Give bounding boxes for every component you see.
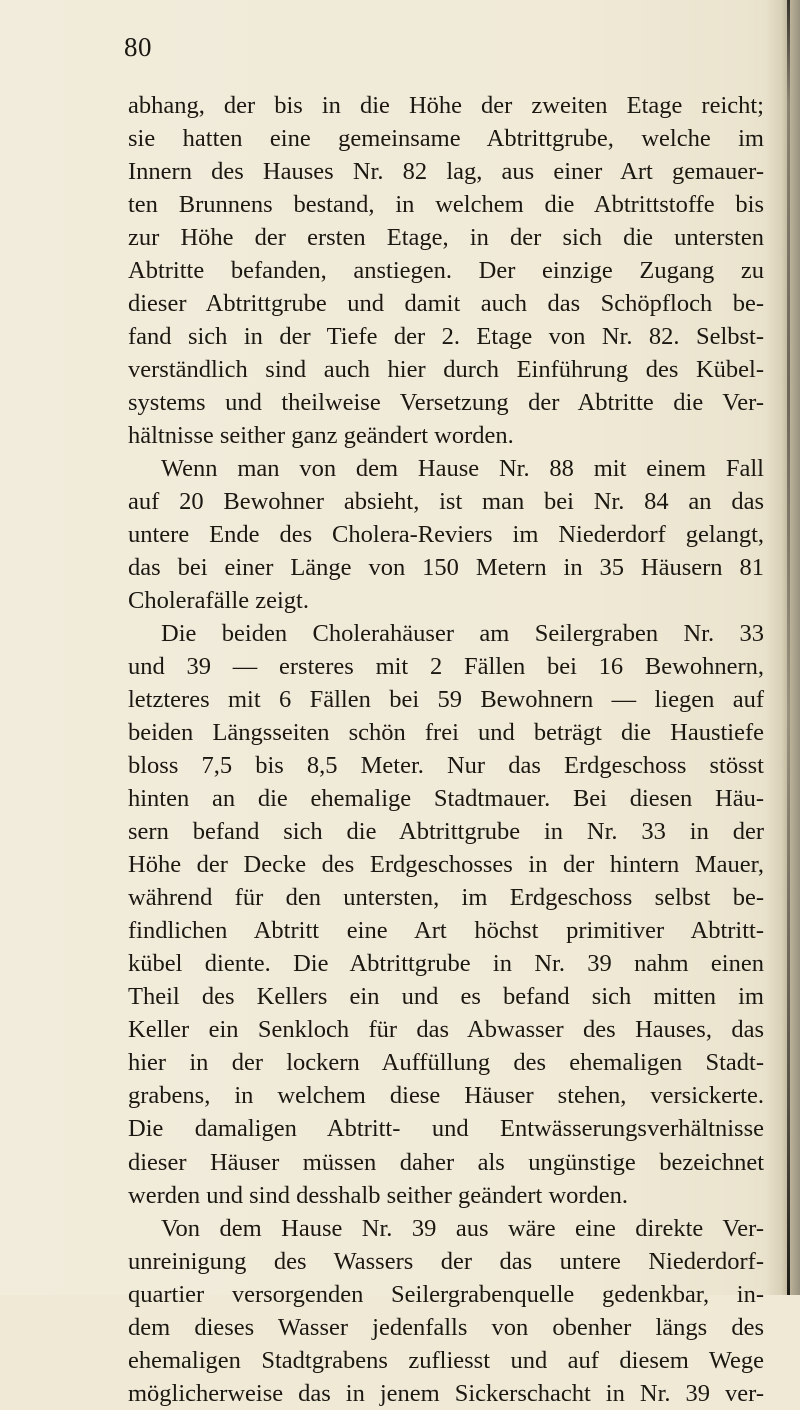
text-line: ehemaligen Stadtgrabens zufliesst und auf diesem Wege xyxy=(128,1346,764,1374)
text-line: bloss 7,5 bis 8,5 Meter. Nur das Erdgeschoss stösst xyxy=(128,752,764,780)
page-binding-edge xyxy=(766,0,800,1295)
text-line: Innern des Hauses Nr. 82 lag, aus einer Art gemauer- xyxy=(128,158,764,186)
page-number: 80 xyxy=(124,32,152,62)
text-line: und 39 — ersteres mit 2 Fällen bei 16 Bewohnern, xyxy=(128,653,764,681)
text-line: hinten an die ehemalige Stadtmauer. Bei diesen Häu- xyxy=(128,785,764,813)
text-line: dem dieses Wasser jedenfalls von obenher längs des xyxy=(128,1313,764,1341)
text-line: Keller ein Senkloch für das Abwasser des Hauses, das xyxy=(128,1016,764,1044)
text-line: Cholerafälle zeigt. xyxy=(128,587,309,615)
text-line: Die damaligen Abtritt- und Entwässerungsverhältnisse xyxy=(128,1115,764,1143)
text-line: letzteres mit 6 Fällen bei 59 Bewohnern — liegen auf xyxy=(128,686,764,714)
text-line: grabens, in welchem diese Häuser stehen, versickerte. xyxy=(128,1082,764,1110)
text-line: quartier versorgenden Seilergrabenquelle gedenkbar, in- xyxy=(128,1280,764,1308)
text-line: während für den untersten, im Erdgeschoss selbst be- xyxy=(128,884,764,912)
text-line: zur Höhe der ersten Etage, in der sich die untersten xyxy=(128,224,764,252)
text-line: Theil des Kellers ein und es befand sich mitten im xyxy=(128,983,764,1011)
text-line: fand sich in der Tiefe der 2. Etage von Nr. 82. Selbst- xyxy=(128,323,764,351)
text-line: dieser Abtrittgrube und damit auch das Schöpfloch be- xyxy=(128,290,764,318)
text-line: ten Brunnens bestand, in welchem die Abtrittstoffe bis xyxy=(128,191,764,219)
text-line: möglicherweise das in jenem Sickerschacht in Nr. 39 ver- xyxy=(128,1379,764,1407)
text-line: Höhe der Decke des Erdgeschosses in der hintern Mauer, xyxy=(128,851,764,879)
text-line: unreinigung des Wassers der das untere Niederdorf- xyxy=(128,1247,764,1275)
text-line: Abtritte befanden, anstiegen. Der einzige Zugang zu xyxy=(128,257,764,285)
page-binding-shadow xyxy=(787,0,790,1295)
text-line: sie hatten eine gemeinsame Abtrittgrube, welche im xyxy=(128,125,764,153)
text-line: auf 20 Bewohner absieht, ist man bei Nr. 84 an das xyxy=(128,488,764,516)
text-line: verständlich sind auch hier durch Einführung des Kübel- xyxy=(128,356,764,384)
text-line: hier in der lockern Auffüllung des ehemaligen Stadt- xyxy=(128,1049,764,1077)
text-line: Von dem Hause Nr. 39 aus wäre eine direkte Ver- xyxy=(161,1214,764,1242)
text-line: untere Ende des Cholera-Reviers im Niederdorf gelangt, xyxy=(128,521,764,549)
text-line: findlichen Abtritt eine Art höchst primitiver Abtritt- xyxy=(128,917,764,945)
body-text xyxy=(128,89,764,1410)
text-line: Wenn man von dem Hause Nr. 88 mit einem Fall xyxy=(161,455,764,483)
text-line: kübel diente. Die Abtrittgrube in Nr. 39 nahm einen xyxy=(128,950,764,978)
text-line: sern befand sich die Abtrittgrube in Nr. 33 in der xyxy=(128,818,764,846)
text-line: systems und theilweise Versetzung der Abtritte die Ver- xyxy=(128,389,764,417)
text-line: Die beiden Cholerahäuser am Seilergraben Nr. 33 xyxy=(161,620,764,648)
text-line: werden und sind desshalb seither geändert worden. xyxy=(128,1181,629,1209)
text-line: das bei einer Länge von 150 Metern in 35 Häusern 81 xyxy=(128,554,764,582)
text-line: hältnisse seither ganz geändert worden. xyxy=(128,422,514,450)
text-line: dieser Häuser müssen daher als ungünstige bezeichnet xyxy=(128,1148,764,1176)
text-line: abhang, der bis in die Höhe der zweiten Etage reicht; xyxy=(128,92,764,119)
text-line: beiden Längsseiten schön frei und beträgt die Haustiefe xyxy=(128,719,764,747)
